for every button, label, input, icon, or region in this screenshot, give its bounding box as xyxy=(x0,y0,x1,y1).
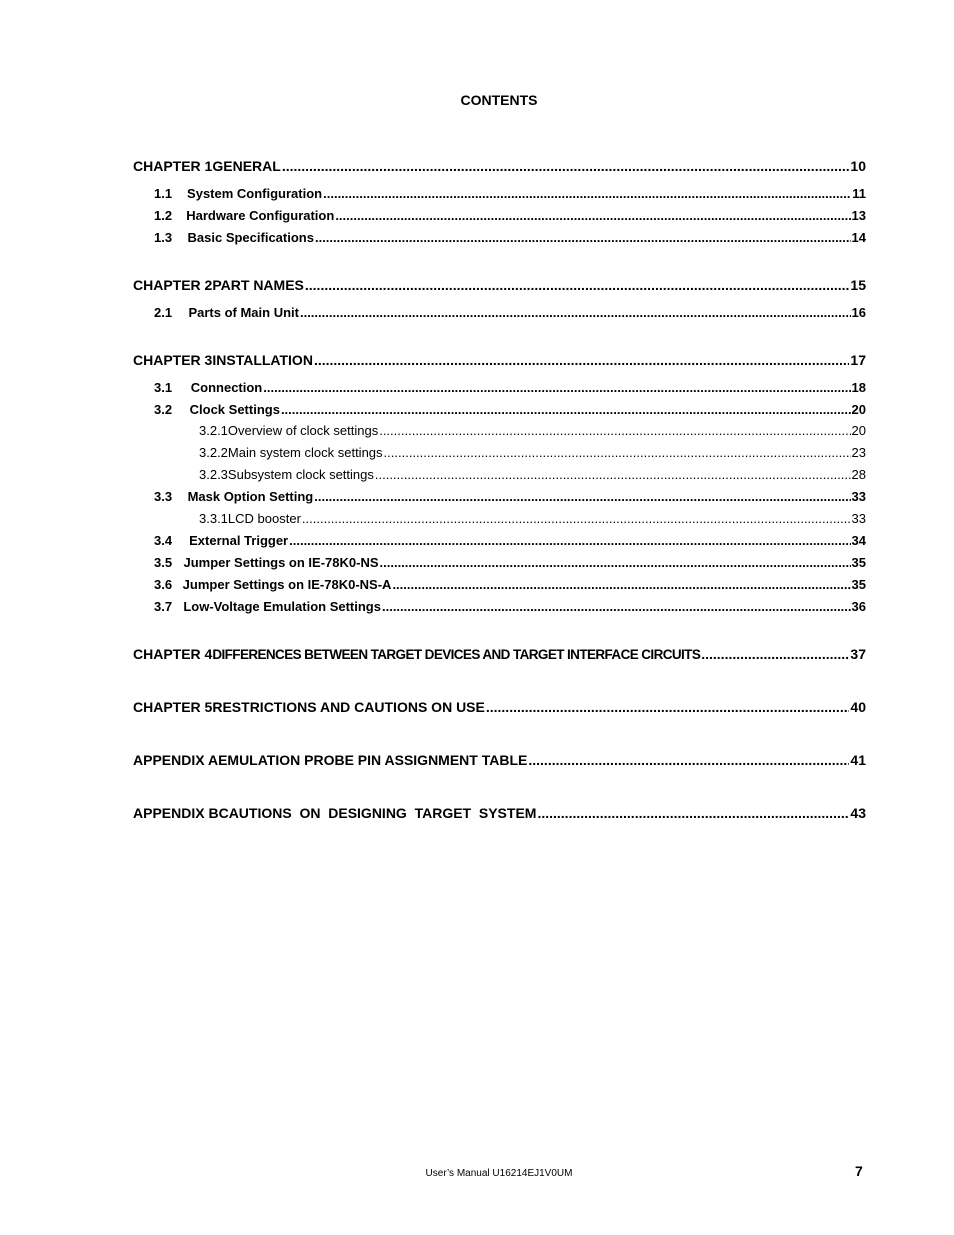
dot-leader xyxy=(382,599,851,614)
toc-entry-title: Hardware Configuration xyxy=(186,208,335,223)
toc-entry-page: 17 xyxy=(850,352,866,368)
toc-entry-chapter-5[interactable] xyxy=(133,699,866,715)
toc-entry-number: 3.3 xyxy=(154,489,173,504)
toc-entry-page: 10 xyxy=(850,158,866,174)
toc-entry-number: APPENDIX A xyxy=(133,752,219,768)
toc-entry-subsection-3-2-2[interactable] xyxy=(133,445,866,460)
dot-leader xyxy=(701,646,849,662)
toc-entry-chapter-2[interactable] xyxy=(133,277,866,293)
dot-leader xyxy=(281,402,851,417)
toc-entry-page: 16 xyxy=(851,305,866,320)
toc-entry-subsection-3-2-1[interactable] xyxy=(133,423,866,438)
toc-entry-section-3-5[interactable] xyxy=(133,555,866,570)
toc-entry-number: 3.6 xyxy=(154,577,173,592)
toc-entry-title: PART NAMES xyxy=(212,277,304,293)
dot-leader xyxy=(300,305,851,320)
toc-entry-number: 3.2.1 xyxy=(199,423,228,438)
toc-entry-number: 3.2 xyxy=(154,402,173,417)
toc-entry-section-3-1[interactable] xyxy=(133,380,866,395)
toc-entry-section-1-3[interactable] xyxy=(133,230,866,245)
dot-leader xyxy=(537,805,849,821)
toc-entry-title: GENERAL xyxy=(212,158,281,174)
toc-entry-title: RESTRICTIONS AND CAUTIONS ON USE xyxy=(212,699,485,715)
toc-entry-title: LCD booster xyxy=(227,511,301,526)
dot-leader xyxy=(335,208,850,223)
toc-entry-section-3-7[interactable] xyxy=(133,599,866,614)
dot-leader xyxy=(314,352,849,368)
toc-entry-chapter-4[interactable] xyxy=(133,646,866,662)
toc-entry-page: 43 xyxy=(850,805,866,821)
dot-leader xyxy=(282,158,850,174)
toc-entry-title: Main system clock settings xyxy=(227,445,383,460)
dot-leader xyxy=(289,533,850,548)
toc-entry-page: 14 xyxy=(851,230,866,245)
toc-entry-page: 33 xyxy=(851,511,866,526)
toc-entry-title: Jumper Settings on IE-78K0-NS xyxy=(183,555,379,570)
toc-entry-page: 34 xyxy=(851,533,866,548)
dot-leader xyxy=(302,511,851,526)
toc-entry-section-3-4[interactable] xyxy=(133,533,866,548)
toc-entry-title: Basic Specifications xyxy=(187,230,314,245)
toc-entry-number: APPENDIX B xyxy=(133,805,219,821)
toc-entry-number: CHAPTER 2 xyxy=(133,277,213,293)
toc-entry-chapter-3[interactable] xyxy=(133,352,866,368)
page-number: 7 xyxy=(855,1163,863,1179)
toc-entry-section-3-2[interactable] xyxy=(133,402,866,417)
toc-entry-page: 11 xyxy=(852,186,866,201)
toc-entry-number: 3.2.3 xyxy=(199,467,228,482)
toc-entry-section-2-1[interactable] xyxy=(133,305,866,320)
toc-entry-title: DIFFERENCES BETWEEN TARGET DEVICES AND TARGET INTERFACE CIRCUITS xyxy=(212,647,701,662)
dot-leader xyxy=(314,489,850,504)
toc-entry-number: 3.1 xyxy=(154,380,173,395)
dot-leader xyxy=(305,277,850,293)
toc-entry-title: Connection xyxy=(190,380,263,395)
dot-leader xyxy=(384,445,851,460)
dot-leader xyxy=(323,186,851,201)
toc-entry-page: 40 xyxy=(850,699,866,715)
toc-entry-number: 3.2.2 xyxy=(199,445,228,460)
dot-leader xyxy=(486,699,850,715)
toc-entry-chapter-1[interactable] xyxy=(133,158,866,174)
dot-leader xyxy=(375,467,851,482)
toc-entry-number: 3.5 xyxy=(154,555,173,570)
toc-entry-number: 1.2 xyxy=(154,208,173,223)
toc-entry-number: 1.3 xyxy=(154,230,173,245)
toc-entry-page: 41 xyxy=(850,752,866,768)
dot-leader xyxy=(379,423,850,438)
dot-leader xyxy=(392,577,850,592)
toc-entry-title: INSTALLATION xyxy=(212,352,313,368)
toc-entry-subsection-3-2-3[interactable] xyxy=(133,467,866,482)
toc-entry-page: 20 xyxy=(851,402,866,417)
dot-leader xyxy=(315,230,851,245)
toc-entry-section-3-3[interactable] xyxy=(133,489,866,504)
toc-entry-page: 35 xyxy=(851,555,866,570)
toc-entry-number: 3.3.1 xyxy=(199,511,228,526)
toc-entry-number: 3.7 xyxy=(154,599,173,614)
toc-entry-section-1-2[interactable] xyxy=(133,208,866,223)
toc-entry-number: CHAPTER 5 xyxy=(133,699,213,715)
toc-entry-page: 37 xyxy=(850,646,866,662)
toc-entry-title: Mask Option Setting xyxy=(187,489,314,504)
toc-entry-page: 33 xyxy=(851,489,866,504)
toc-entry-page: 23 xyxy=(851,445,866,460)
toc-entry-title: Clock Settings xyxy=(189,402,280,417)
toc-entry-page: 28 xyxy=(851,467,866,482)
toc-entry-section-3-6[interactable] xyxy=(133,577,866,592)
toc-entry-number: 1.1 xyxy=(154,186,173,201)
toc-heading: CONTENTS xyxy=(460,92,538,108)
toc-entry-title: EMULATION PROBE PIN ASSIGNMENT TABLE xyxy=(218,752,528,768)
toc-entry-title: System Configuration xyxy=(187,186,323,201)
toc-entry-number: 3.4 xyxy=(154,533,173,548)
toc-entry-title: Jumper Settings on IE-78K0-NS-A xyxy=(182,577,392,592)
toc-entry-title: CAUTIONS ON DESIGNING TARGET SYSTEM xyxy=(218,805,537,821)
toc-entry-title: Low-Voltage Emulation Settings xyxy=(183,599,381,614)
footer-manual-id: User’s Manual U16214EJ1V0UM xyxy=(425,1168,573,1179)
dot-leader xyxy=(263,380,850,395)
toc-entry-number: CHAPTER 1 xyxy=(133,158,213,174)
toc-entry-title: Subsystem clock settings xyxy=(227,467,374,482)
toc-entry-number: CHAPTER 3 xyxy=(133,352,213,368)
dot-leader xyxy=(528,752,849,768)
dot-leader xyxy=(380,555,851,570)
toc-entry-title: Overview of clock settings xyxy=(227,423,379,438)
toc-entry-section-1-1[interactable] xyxy=(133,186,866,201)
toc-entry-page: 13 xyxy=(851,208,866,223)
toc-entry-page: 35 xyxy=(851,577,866,592)
toc-entry-title: External Trigger xyxy=(189,533,289,548)
toc-entry-number: CHAPTER 4 xyxy=(133,646,213,662)
toc-entry-page: 36 xyxy=(851,599,866,614)
toc-entry-page: 20 xyxy=(851,423,866,438)
toc-entry-number: 2.1 xyxy=(154,305,173,320)
toc-entry-subsection-3-3-1[interactable] xyxy=(133,511,866,526)
toc-entry-page: 15 xyxy=(850,277,866,293)
toc-entry-appendix-a[interactable] xyxy=(133,752,866,768)
toc-entry-page: 18 xyxy=(851,380,866,395)
toc-entry-appendix-b[interactable] xyxy=(133,805,866,821)
toc-entry-title: Parts of Main Unit xyxy=(188,305,299,320)
